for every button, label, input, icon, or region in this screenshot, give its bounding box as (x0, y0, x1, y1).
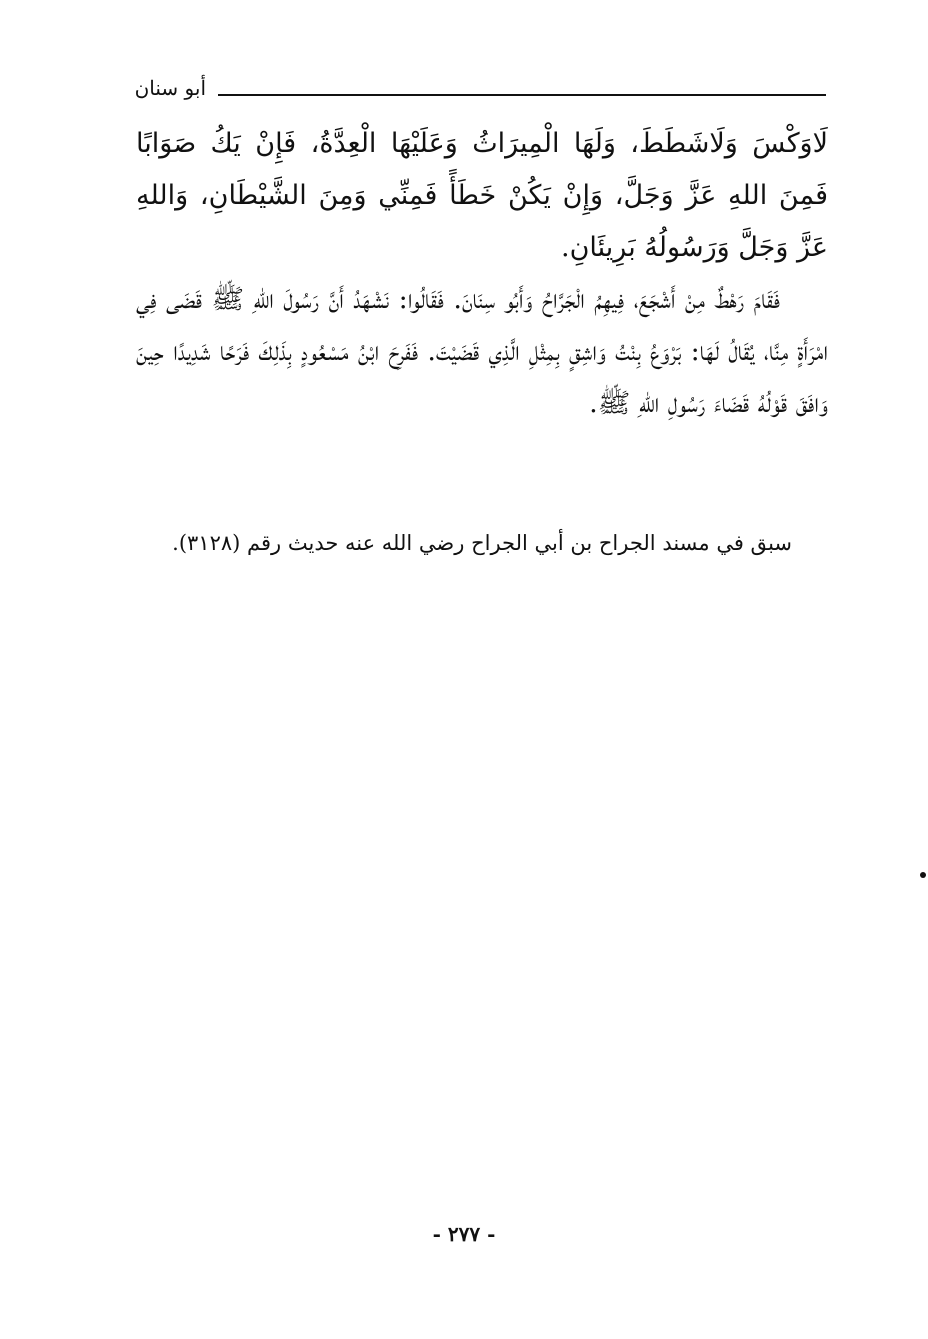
running-header (134, 68, 826, 108)
footnote: سبق في مسند الجراح بن أبي الجراح رضي الله عنه حديث رقم (٣١٢٨). (172, 531, 792, 555)
header-rule (218, 94, 826, 96)
scan-mark (920, 872, 926, 878)
paragraph-2: فَقَامَ رَهْطٌ مِنْ أَشْجَعَ، فِيهِمُ الْجَرَّاحُ وَأَبُو سِنَانَ. فَقَالُوا: نَشْهَدُ أَنَّ رَسُولَ اللهِ ﷺ قَضَى فِي امْرَأَةٍ مِنَّا، يُقَالُ لَهَا: بَرْوَعُ بِنْتُ وَاشِقٍ بِمِثْلِ الَّذِي قَضَيْتَ. فَفَرِحَ ابْنُ مَسْعُودٍ بِذَلِكَ فَرَحًا شَدِيدًا حِينَ وَافَقَ قَوْلُهُ قَضَاءَ رَسُولِ اللهِ ﷺ. (136, 284, 828, 419)
paragraph-1: لَاوَكْسَ وَلَاشَطَطَ، وَلَهَا الْمِيرَاثُ وَعَلَيْهَا الْعِدَّةُ، فَإِنْ يَكُ صَوَابًا فَمِنَ اللهِ عَزَّ وَجَلَّ، وَإِنْ يَكُنْ خَطَأً فَمِنِّي وَمِنَ الشَّيْطَانِ، وَاللهِ عَزَّ وَجَلَّ وَرَسُولُهُ بَرِيئَانِ. (136, 128, 828, 263)
main-text-block (136, 118, 828, 430)
page-number: - ٢٧٧ - (432, 1222, 496, 1246)
running-header-title: أبو سنان (134, 76, 206, 100)
